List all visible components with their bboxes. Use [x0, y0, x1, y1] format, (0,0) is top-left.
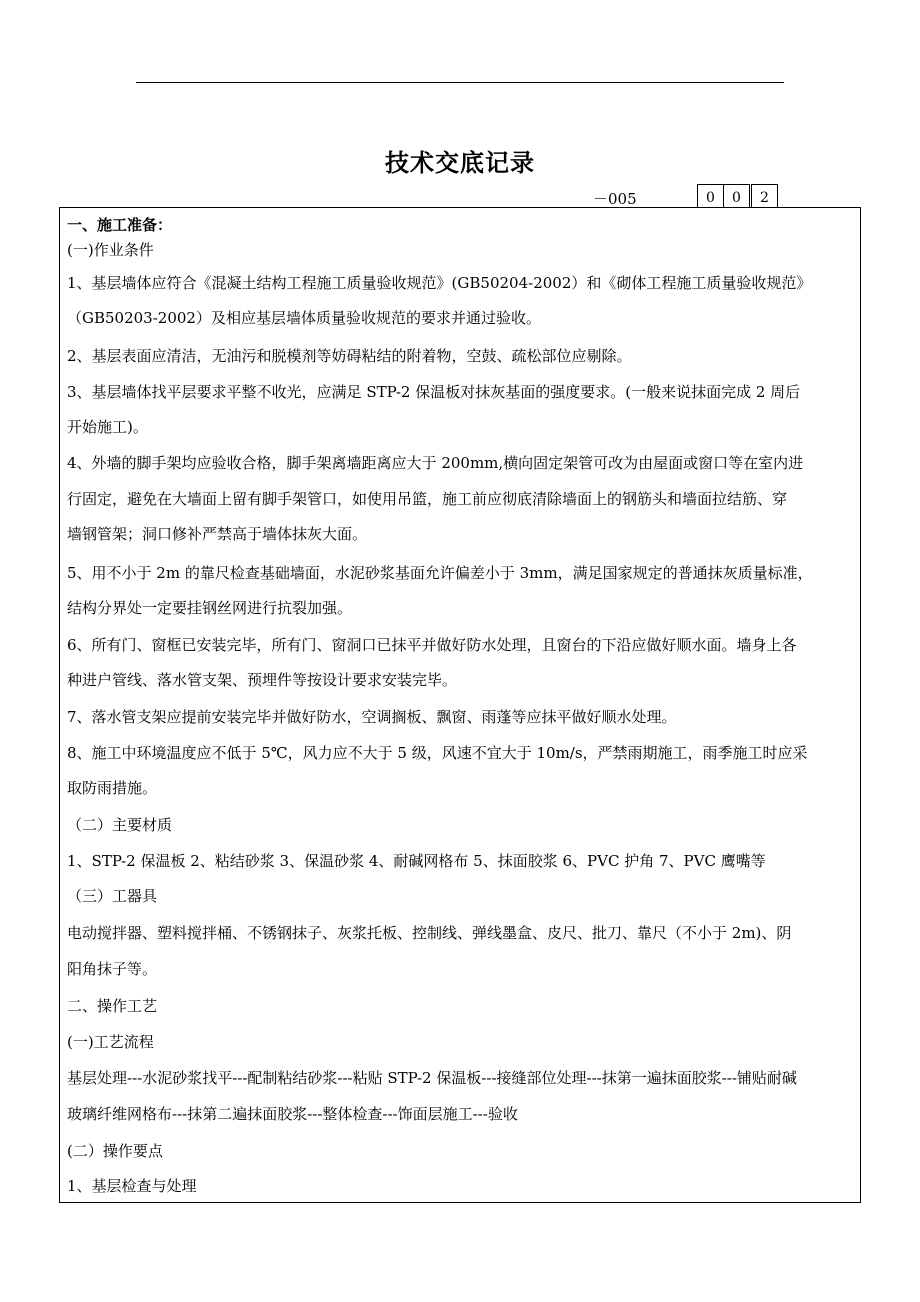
body-line: 墙钢管架；洞口修补严禁高于墙体抹灰大面。: [67, 525, 368, 543]
subheading-process-flow: (一)工艺流程: [67, 1033, 154, 1051]
body-line: 3、基层墙体找平层要求平整不收光，应满足 STP-2 保温板对抹灰基面的强度要求。(一般来说抹面完成 2 周后: [67, 383, 801, 401]
page-title: 技术交底记录: [385, 148, 535, 177]
body-line: 取防雨措施。: [67, 779, 158, 797]
body-line: 开始施工)。: [67, 418, 148, 436]
record-number-digit-1: 0: [697, 184, 724, 208]
body-line: 8、施工中环境温度应不低于 5℃，风力应不大于 5 级，风速不宜大于 10m/s，严禁雨期施工，雨季施工时应采: [67, 744, 808, 762]
body-line: 5、用不小于 2m 的靠尺检查基础墙面，水泥砂浆基面允许偏差小于 3mm，满足国家规定的普通抹灰质量标准，: [67, 564, 813, 582]
body-line: 结构分界处一定要挂钢丝网进行抗裂加强。: [67, 599, 353, 617]
section-heading-preparation: 一、施工准备：: [67, 216, 173, 234]
subheading-tools: （三）工器具: [67, 887, 158, 905]
body-line: （GB50203-2002）及相应基层墙体质量验收规范的要求并通过验收。: [67, 309, 541, 327]
subheading-materials: （二）主要材质: [67, 816, 173, 834]
record-number-digit-2: 0: [723, 184, 750, 208]
body-line: 行固定，避免在大墙面上留有脚手架管口，如使用吊篮，施工前应彻底清除墙面上的钢筋头和墙面拉结筋、穿: [67, 490, 788, 508]
body-line: 种进户管线、落水管支架、预埋件等按设计要求安装完毕。: [67, 671, 458, 689]
record-number-digit-3: 2: [751, 184, 778, 208]
record-code-suffix: －005: [593, 190, 637, 208]
body-line: 基层处理---水泥砂浆找平---配制粘结砂浆---粘贴 STP-2 保温板---接缝部位处理---抹第一遍抹面胶浆---铺贴耐碱: [67, 1069, 797, 1087]
body-line: 1、基层检查与处理: [67, 1177, 197, 1195]
body-line: 6、所有门、窗框已安装完毕，所有门、窗洞口已抹平并做好防水处理，且窗台的下沿应做好顺水面。墙身上各: [67, 636, 797, 654]
header-rule: [136, 82, 784, 83]
body-line: 7、落水管支架应提前安装完毕并做好防水，空调搁板、飘窗、雨蓬等应抹平做好顺水处理。: [67, 708, 677, 726]
body-line: 电动搅拌器、塑料搅拌桶、不锈钢抹子、灰浆托板、控制线、弹线墨盒、皮尺、批刀、靠尺（不小于 2m)、阴: [67, 924, 792, 942]
body-line: 玻璃纤维网格布---抹第二遍抹面胶浆---整体检查---饰面层施工---验收: [67, 1105, 518, 1123]
body-line: 4、外墙的脚手架均应验收合格，脚手架离墙距离应大于 200mm,横向固定架管可改为由屋面或窗口等在室内进: [67, 454, 804, 472]
subheading-key-points: (二）操作要点: [67, 1142, 163, 1160]
section-heading-operation: 二、操作工艺: [67, 997, 158, 1015]
body-line: 1、基层墙体应符合《混凝土结构工程施工质量验收规范》(GB50204-2002）和《砌体工程施工质量验收规范》: [67, 274, 812, 292]
subheading-work-conditions: (一)作业条件: [67, 241, 154, 259]
body-line: 1、STP-2 保温板 2、粘结砂浆 3、保温砂浆 4、耐碱网格布 5、抹面胶浆 6、PVC 护角 7、PVC 鹰嘴等: [67, 852, 766, 870]
body-line: 阳角抹子等。: [67, 960, 158, 978]
body-line: 2、基层表面应清洁，无油污和脱模剂等妨碍粘结的附着物，空鼓、疏松部位应剔除。: [67, 347, 632, 365]
